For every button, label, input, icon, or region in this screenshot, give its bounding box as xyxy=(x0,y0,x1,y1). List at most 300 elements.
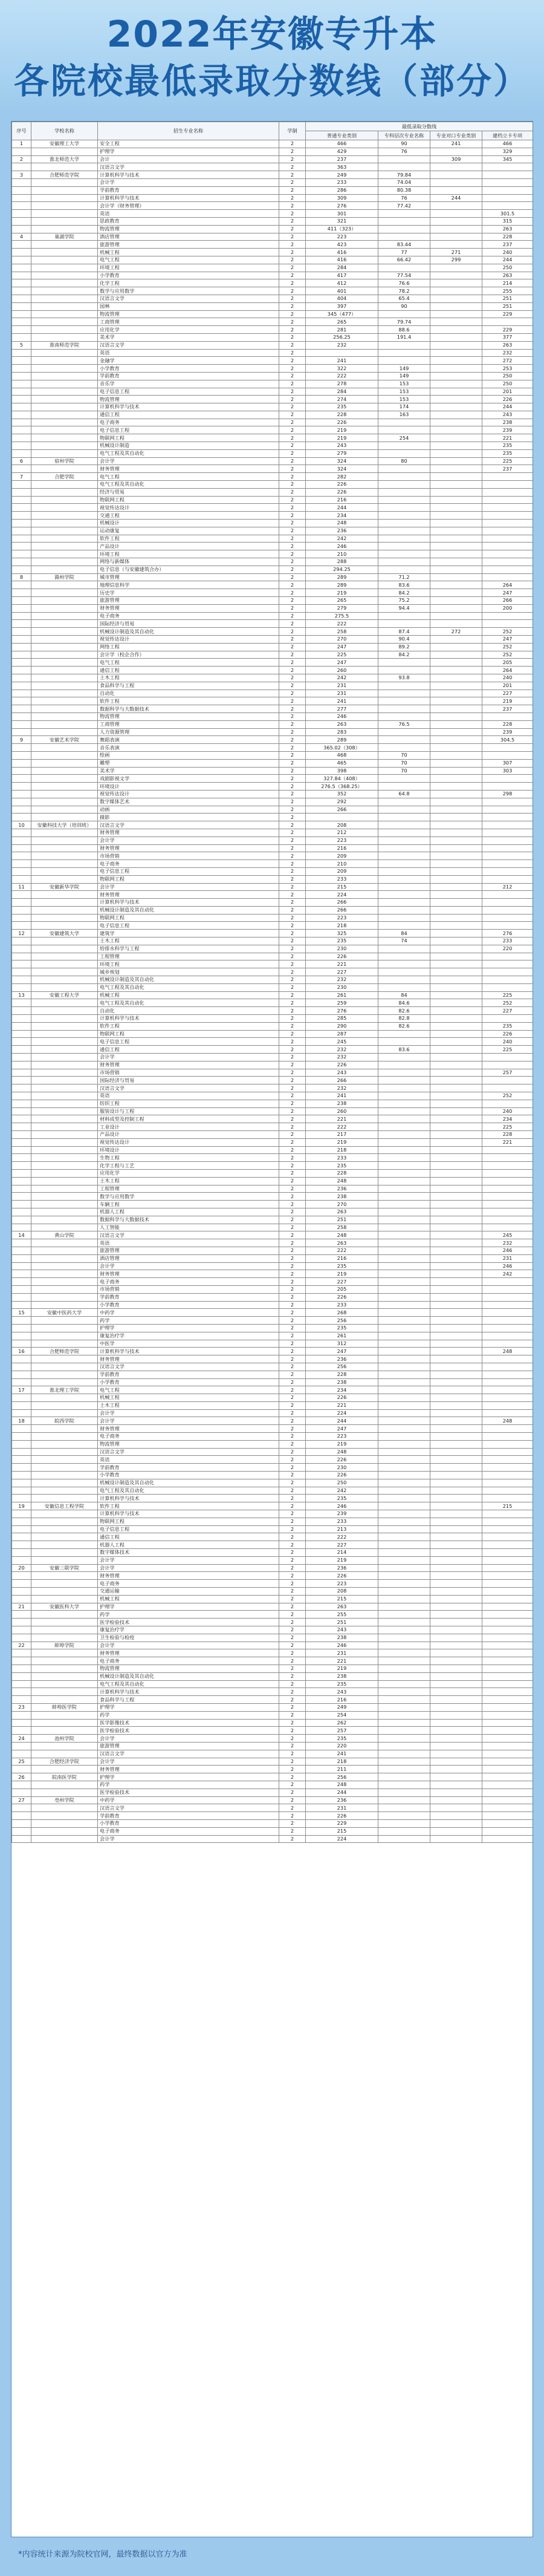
row-vocational-score: 75.2 xyxy=(378,597,430,605)
row-index xyxy=(12,1324,31,1332)
row-index xyxy=(12,1549,31,1557)
row-vocational-score xyxy=(378,1479,430,1487)
table-row xyxy=(12,1588,533,1596)
row-major: 旅游管理 xyxy=(98,241,279,249)
row-school xyxy=(31,1781,98,1789)
row-matched-score xyxy=(430,1556,482,1564)
table-row xyxy=(12,1626,533,1634)
row-vocational-score xyxy=(378,1193,430,1201)
row-poverty-score xyxy=(482,1401,533,1409)
row-index xyxy=(12,581,31,589)
row-poverty-score xyxy=(482,1386,533,1394)
row-poverty-score xyxy=(482,1394,533,1402)
table-row xyxy=(12,1680,533,1688)
row-general-score: 301 xyxy=(306,210,378,218)
row-index xyxy=(12,434,31,442)
table-row xyxy=(12,1688,533,1696)
row-school xyxy=(31,403,98,411)
row-vocational-score: 82.6 xyxy=(378,1022,430,1030)
row-general-score: 248 xyxy=(306,520,378,527)
row-matched-score xyxy=(430,1278,482,1286)
row-major: 汉语言文学 xyxy=(98,163,279,171)
row-school xyxy=(31,1324,98,1332)
row-duration: 2 xyxy=(279,720,306,728)
row-school xyxy=(31,256,98,264)
row-duration: 2 xyxy=(279,1022,306,1030)
row-major: 绘画 xyxy=(98,751,279,759)
row-matched-score xyxy=(430,241,482,249)
table-row xyxy=(12,767,533,775)
row-index xyxy=(12,1487,31,1495)
table-row xyxy=(12,1556,533,1564)
row-vocational-score: 153 xyxy=(378,388,430,396)
row-vocational-score: 163 xyxy=(378,411,430,419)
row-poverty-score xyxy=(482,1332,533,1340)
row-major: 化学工程与工艺 xyxy=(98,1162,279,1170)
row-poverty-score: 246 xyxy=(482,1262,533,1270)
row-vocational-score xyxy=(378,1812,430,1820)
row-duration: 2 xyxy=(279,1580,306,1588)
row-matched-score xyxy=(430,372,482,380)
row-poverty-score xyxy=(482,1796,533,1804)
row-poverty-score xyxy=(482,1556,533,1564)
row-duration: 2 xyxy=(279,1533,306,1541)
row-matched-score: 244 xyxy=(430,194,482,202)
row-matched-score xyxy=(430,1254,482,1262)
row-general-score: 233 xyxy=(306,1154,378,1162)
row-index xyxy=(12,1409,31,1417)
row-index xyxy=(12,1138,31,1146)
row-school xyxy=(31,504,98,512)
row-vocational-score xyxy=(378,1146,430,1154)
row-poverty-score xyxy=(482,821,533,829)
row-matched-score xyxy=(430,365,482,373)
row-major: 汉语言文学 xyxy=(98,1804,279,1812)
row-major: 物联网工程 xyxy=(98,1518,279,1525)
row-general-score: 235 xyxy=(306,403,378,411)
row-poverty-score xyxy=(482,891,533,899)
row-poverty-score: 227 xyxy=(482,690,533,697)
row-school xyxy=(31,1038,98,1046)
row-school xyxy=(31,1827,98,1835)
row-index xyxy=(12,1177,31,1185)
row-matched-score xyxy=(430,783,482,791)
row-index xyxy=(12,186,31,194)
row-index xyxy=(12,1340,31,1348)
row-major: 汉语言文学 xyxy=(98,1231,279,1239)
row-matched-score xyxy=(430,1696,482,1704)
row-poverty-score: 264 xyxy=(482,667,533,674)
table-row xyxy=(12,1208,533,1216)
row-duration: 2 xyxy=(279,821,306,829)
row-duration: 2 xyxy=(279,1672,306,1680)
row-index xyxy=(12,1595,31,1603)
row-vocational-score: 89.2 xyxy=(378,643,430,651)
row-index: 23 xyxy=(12,1703,31,1711)
table-row xyxy=(12,434,533,442)
row-vocational-score xyxy=(378,1448,430,1456)
row-major: 材料成型及控制工程 xyxy=(98,1115,279,1123)
row-school xyxy=(31,1719,98,1727)
row-poverty-score xyxy=(482,1054,533,1061)
row-general-score: 309 xyxy=(306,194,378,202)
row-major: 电子商务 xyxy=(98,1657,279,1665)
table-row xyxy=(12,690,533,697)
row-index xyxy=(12,449,31,457)
row-vocational-score xyxy=(378,1169,430,1177)
row-poverty-score: 240 xyxy=(482,674,533,682)
row-vocational-score: 84.2 xyxy=(378,651,430,659)
row-matched-score xyxy=(430,1247,482,1254)
row-school xyxy=(31,867,98,875)
row-duration: 2 xyxy=(279,1301,306,1309)
row-vocational-score: 94.4 xyxy=(378,604,430,612)
row-index xyxy=(12,728,31,736)
row-matched-score: 241 xyxy=(430,140,482,148)
table-row xyxy=(12,287,533,295)
row-vocational-score xyxy=(378,1464,430,1472)
row-matched-score xyxy=(430,906,482,914)
row-poverty-score xyxy=(482,814,533,821)
row-school xyxy=(31,960,98,968)
row-vocational-score xyxy=(378,310,430,318)
row-general-score: 251 xyxy=(306,1619,378,1626)
row-poverty-score xyxy=(482,1657,533,1665)
row-general-score: 205 xyxy=(306,1285,378,1293)
row-duration: 2 xyxy=(279,1092,306,1100)
row-major: 物联网工程 xyxy=(98,1030,279,1038)
row-duration: 2 xyxy=(279,1510,306,1518)
row-matched-score xyxy=(430,1270,482,1278)
row-index: 10 xyxy=(12,821,31,829)
row-major: 食品科学与工程 xyxy=(98,682,279,690)
row-major: 机械设计制造及其自动化 xyxy=(98,1479,279,1487)
row-major: 服装设计与工程 xyxy=(98,1107,279,1115)
row-school xyxy=(31,225,98,233)
table-row xyxy=(12,1177,533,1185)
table-row xyxy=(12,163,533,171)
row-poverty-score: 228 xyxy=(482,1131,533,1139)
row-general-score: 232 xyxy=(306,1046,378,1054)
row-major: 电子信息工程 xyxy=(98,1525,279,1533)
row-school xyxy=(31,643,98,651)
row-index: 16 xyxy=(12,1348,31,1355)
row-poverty-score: 298 xyxy=(482,790,533,798)
row-vocational-score xyxy=(378,1348,430,1355)
row-poverty-score: 225 xyxy=(482,991,533,999)
row-vocational-score: 88.6 xyxy=(378,326,430,334)
table-row xyxy=(12,357,533,365)
row-duration: 2 xyxy=(279,520,306,527)
table-row xyxy=(12,1417,533,1425)
row-school xyxy=(31,1138,98,1146)
row-poverty-score: 200 xyxy=(482,604,533,612)
table-row xyxy=(12,1750,533,1758)
row-school xyxy=(31,1742,98,1750)
table-row xyxy=(12,1131,533,1139)
row-general-score: 266 xyxy=(306,906,378,914)
row-index xyxy=(12,1657,31,1665)
row-poverty-score xyxy=(482,1672,533,1680)
row-duration: 2 xyxy=(279,937,306,945)
row-matched-score xyxy=(430,883,482,891)
row-index xyxy=(12,1131,31,1139)
row-general-score: 233 xyxy=(306,1518,378,1525)
row-school xyxy=(31,1572,98,1580)
row-major: 酒店管理 xyxy=(98,233,279,241)
row-vocational-score xyxy=(378,1340,430,1348)
row-poverty-score xyxy=(482,163,533,171)
row-duration: 2 xyxy=(279,604,306,612)
table-row xyxy=(12,1611,533,1619)
row-school xyxy=(31,1472,98,1479)
table-row xyxy=(12,1401,533,1409)
row-vocational-score xyxy=(378,1827,430,1835)
row-vocational-score xyxy=(378,1766,430,1773)
row-major: 电子信息工程 xyxy=(98,922,279,930)
row-major: 通信工程 xyxy=(98,667,279,674)
table-row xyxy=(12,968,533,976)
row-matched-score xyxy=(430,945,482,953)
row-duration: 2 xyxy=(279,550,306,558)
row-index xyxy=(12,1239,31,1247)
row-poverty-score xyxy=(482,1409,533,1417)
row-index: 17 xyxy=(12,1386,31,1394)
row-vocational-score xyxy=(378,225,430,233)
row-major: 物联网工程 xyxy=(98,496,279,504)
row-poverty-score: 237 xyxy=(482,241,533,249)
row-duration: 2 xyxy=(279,1355,306,1363)
row-poverty-score xyxy=(482,1433,533,1441)
row-general-score: 212 xyxy=(306,829,378,836)
row-major: 地理信息科学 xyxy=(98,581,279,589)
row-index xyxy=(12,1201,31,1208)
row-major: 财务管理 xyxy=(98,1572,279,1580)
row-general-score: 235 xyxy=(306,1735,378,1743)
row-major: 康复治疗学 xyxy=(98,1332,279,1340)
table-row xyxy=(12,326,533,334)
row-major: 安全工程 xyxy=(98,140,279,148)
table-row xyxy=(12,1703,533,1711)
row-vocational-score xyxy=(378,829,430,836)
row-matched-score xyxy=(430,1262,482,1270)
row-major: 音乐表演 xyxy=(98,744,279,752)
row-duration: 2 xyxy=(279,1518,306,1525)
row-school xyxy=(31,1239,98,1247)
row-duration: 2 xyxy=(279,1448,306,1456)
row-matched-score xyxy=(430,403,482,411)
row-school xyxy=(31,1541,98,1549)
row-index: 14 xyxy=(12,1231,31,1239)
row-index xyxy=(12,1216,31,1224)
row-general-score: 234 xyxy=(306,1386,378,1394)
table-row xyxy=(12,1804,533,1812)
table-row xyxy=(12,991,533,999)
row-duration: 2 xyxy=(279,636,306,644)
table-row xyxy=(12,333,533,341)
row-general-score: 287 xyxy=(306,1030,378,1038)
row-general-score: 277 xyxy=(306,705,378,713)
row-index xyxy=(12,178,31,186)
row-school xyxy=(31,1711,98,1719)
row-general-score: 223 xyxy=(306,914,378,922)
row-major: 会计学（校企合作） xyxy=(98,651,279,659)
row-poverty-score xyxy=(482,1425,533,1433)
row-duration: 2 xyxy=(279,875,306,883)
row-matched-score xyxy=(430,279,482,287)
row-duration: 2 xyxy=(279,1231,306,1239)
row-poverty-score xyxy=(482,612,533,620)
row-major: 小学教育 xyxy=(98,1378,279,1386)
row-school xyxy=(31,1054,98,1061)
row-poverty-score: 303 xyxy=(482,767,533,775)
row-school xyxy=(31,272,98,279)
row-major: 物联网工程 xyxy=(98,914,279,922)
row-major: 电子商务 xyxy=(98,612,279,620)
row-poverty-score: 239 xyxy=(482,728,533,736)
row-school xyxy=(31,712,98,720)
row-vocational-score xyxy=(378,906,430,914)
row-general-score: 223 xyxy=(306,1580,378,1588)
row-matched-score xyxy=(430,419,482,426)
row-matched-score xyxy=(430,178,482,186)
row-school xyxy=(31,1479,98,1487)
row-matched-score xyxy=(430,543,482,550)
row-vocational-score: 84 xyxy=(378,991,430,999)
row-general-score: 243 xyxy=(306,1688,378,1696)
table-row xyxy=(12,612,533,620)
row-matched-score xyxy=(430,1030,482,1038)
row-school xyxy=(31,558,98,566)
row-duration: 2 xyxy=(279,1634,306,1642)
row-major: 计算机科学与技术 xyxy=(98,194,279,202)
row-index xyxy=(12,705,31,713)
row-major: 会计学 xyxy=(98,1409,279,1417)
row-school xyxy=(31,1332,98,1340)
row-school xyxy=(31,775,98,783)
row-school xyxy=(31,1804,98,1812)
table-row xyxy=(12,449,533,457)
row-poverty-score: 215 xyxy=(482,1502,533,1510)
row-vocational-score xyxy=(378,473,430,481)
row-index xyxy=(12,651,31,659)
row-general-score: 263 xyxy=(306,1208,378,1216)
row-major: 产品设计 xyxy=(98,543,279,550)
row-index xyxy=(12,396,31,403)
row-index xyxy=(12,1293,31,1301)
row-duration: 2 xyxy=(279,1293,306,1301)
row-duration: 2 xyxy=(279,798,306,806)
row-general-score: 281 xyxy=(306,326,378,334)
row-poverty-score xyxy=(482,1688,533,1696)
row-general-score: 223 xyxy=(306,233,378,241)
table-row xyxy=(12,1518,533,1525)
row-vocational-score xyxy=(378,1115,430,1123)
row-major: 康复治疗学 xyxy=(98,1626,279,1634)
row-general-score: 265 xyxy=(306,597,378,605)
row-poverty-score: 466 xyxy=(482,140,533,148)
row-poverty-score xyxy=(482,806,533,814)
table-row xyxy=(12,1115,533,1123)
table-row xyxy=(12,535,533,543)
row-matched-score xyxy=(430,396,482,403)
row-matched-score xyxy=(430,875,482,883)
row-major: 小学教育 xyxy=(98,365,279,373)
row-vocational-score xyxy=(378,1201,430,1208)
table-row xyxy=(12,906,533,914)
row-matched-score xyxy=(430,1525,482,1533)
row-school xyxy=(31,372,98,380)
row-vocational-score xyxy=(378,1495,430,1502)
row-school xyxy=(31,720,98,728)
col-header-school: 学校名称 xyxy=(31,122,98,140)
row-major: 电子信息工程 xyxy=(98,867,279,875)
row-general-score: 276 xyxy=(306,1007,378,1015)
row-index xyxy=(12,604,31,612)
table-row xyxy=(12,1022,533,1030)
row-school xyxy=(31,442,98,450)
row-vocational-score xyxy=(378,1254,430,1262)
row-matched-score xyxy=(430,1487,482,1495)
table-row xyxy=(12,1510,533,1518)
row-duration: 2 xyxy=(279,388,306,396)
row-major: 计算机科学与技术 xyxy=(98,1510,279,1518)
row-index xyxy=(12,1046,31,1054)
row-poverty-score xyxy=(482,1015,533,1023)
row-poverty-score xyxy=(482,1827,533,1835)
row-school xyxy=(31,178,98,186)
row-school xyxy=(31,814,98,821)
row-index: 27 xyxy=(12,1796,31,1804)
row-school xyxy=(31,210,98,218)
row-duration: 2 xyxy=(279,163,306,171)
row-vocational-score xyxy=(378,217,430,225)
row-school xyxy=(31,302,98,310)
row-index xyxy=(12,1440,31,1448)
table-row xyxy=(12,790,533,798)
row-school xyxy=(31,659,98,667)
row-general-score: 266 xyxy=(306,1077,378,1084)
row-duration: 2 xyxy=(279,659,306,667)
row-vocational-score: 80.38 xyxy=(378,186,430,194)
table-row xyxy=(12,1773,533,1781)
row-school xyxy=(31,1619,98,1626)
row-matched-score xyxy=(430,1069,482,1077)
row-major: 数字媒体技术 xyxy=(98,1549,279,1557)
row-school xyxy=(31,1285,98,1293)
row-general-score: 266 xyxy=(306,806,378,814)
table-row xyxy=(12,388,533,396)
row-vocational-score xyxy=(378,899,430,907)
row-poverty-score xyxy=(482,1742,533,1750)
row-matched-score xyxy=(430,1193,482,1201)
row-duration: 2 xyxy=(279,1394,306,1402)
row-general-score: 468 xyxy=(306,751,378,759)
row-index xyxy=(12,643,31,651)
row-vocational-score xyxy=(378,914,430,922)
row-major: 医学检验技术 xyxy=(98,1727,279,1735)
row-general-score: 404 xyxy=(306,295,378,302)
row-general-score: 247 xyxy=(306,1425,378,1433)
row-school xyxy=(31,1588,98,1596)
row-general-score: 230 xyxy=(306,1464,378,1472)
table-row xyxy=(12,1727,533,1735)
row-matched-score xyxy=(430,186,482,194)
row-vocational-score xyxy=(378,349,430,357)
row-major: 财务管理 xyxy=(98,891,279,899)
row-index xyxy=(12,1301,31,1309)
row-duration: 2 xyxy=(279,1781,306,1789)
